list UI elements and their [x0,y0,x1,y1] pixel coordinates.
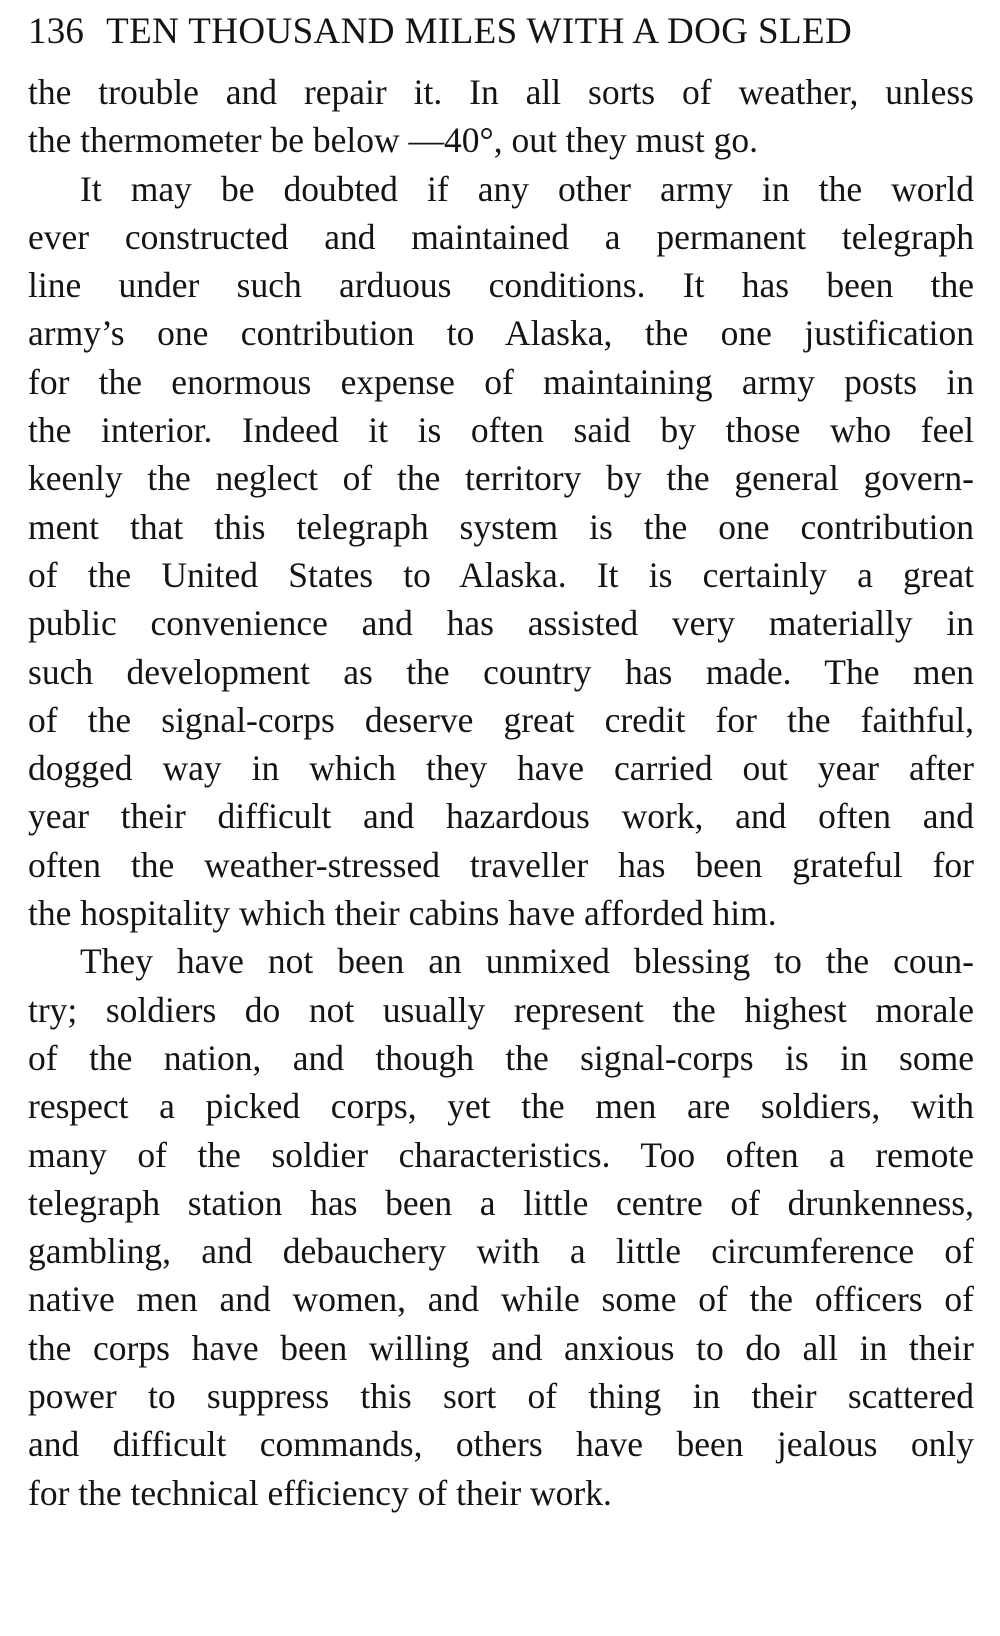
text-line: gambling, and debauchery with a little circumference of [28,1231,974,1272]
book-page [28,10,974,1517]
text-line: many of the soldier characteristics. Too often a remote [28,1134,974,1175]
text-line: such development as the country has made. The men [28,651,974,692]
text-line: It may be doubted if any other army in the world [80,168,974,209]
text-line: try; soldiers do not usually represent the highest morale [28,989,974,1030]
text-line: often the weather-stressed traveller has been grateful for [28,844,974,885]
text-line: the interior. Indeed it is often said by those who feel [28,410,974,451]
body-text [28,68,974,1517]
text-line: keenly the neglect of the territory by the general govern- [28,458,974,499]
text-line: for the technical efficiency of their work. [28,1472,612,1513]
text-line: respect a picked corps, yet the men are soldiers, with [28,1086,974,1127]
text-line: ever constructed and maintained a permanent telegraph [28,216,974,257]
running-title: TEN THOUSAND MILES WITH A DOG SLED [106,11,853,52]
text-line: the thermometer be below —40°, out they must go. [28,120,758,161]
text-line: army’s one contribution to Alaska, the one justification [28,313,974,354]
text-line: of the nation, and though the signal-corps is in some [28,1037,974,1078]
text-line: telegraph station has been a little centre of drunkenness, [28,1182,974,1223]
paragraph-2 [28,165,974,938]
paragraph-3 [28,937,974,1517]
text-line: the hospitality which their cabins have afforded him. [28,893,777,934]
page-number: 136 [28,11,85,52]
text-line: for the enormous expense of maintaining army posts in [28,361,974,402]
text-line: of the signal-corps deserve great credit for the faithful, [28,699,974,740]
text-line: of the United States to Alaska. It is certainly a great [28,554,974,595]
text-line: public convenience and has assisted very materially in [28,603,974,644]
text-line: and difficult commands, others have been jealous only [28,1424,974,1465]
paragraph-1 [28,68,974,165]
text-line: year their difficult and hazardous work, and often and [28,796,974,837]
text-line: native men and women, and while some of the officers of [28,1279,974,1320]
text-line: the trouble and repair it. In all sorts of weather, unless [28,72,974,112]
text-line: They have not been an unmixed blessing to the coun- [80,941,974,982]
text-line: ment that this telegraph system is the one contribution [28,506,974,547]
text-line: line under such arduous conditions. It has been the [28,265,974,306]
running-head [28,10,974,60]
text-line: power to suppress this sort of thing in their scattered [28,1376,974,1417]
text-line: dogged way in which they have carried out year after [28,748,974,789]
text-line: the corps have been willing and anxious to do all in their [28,1327,974,1368]
